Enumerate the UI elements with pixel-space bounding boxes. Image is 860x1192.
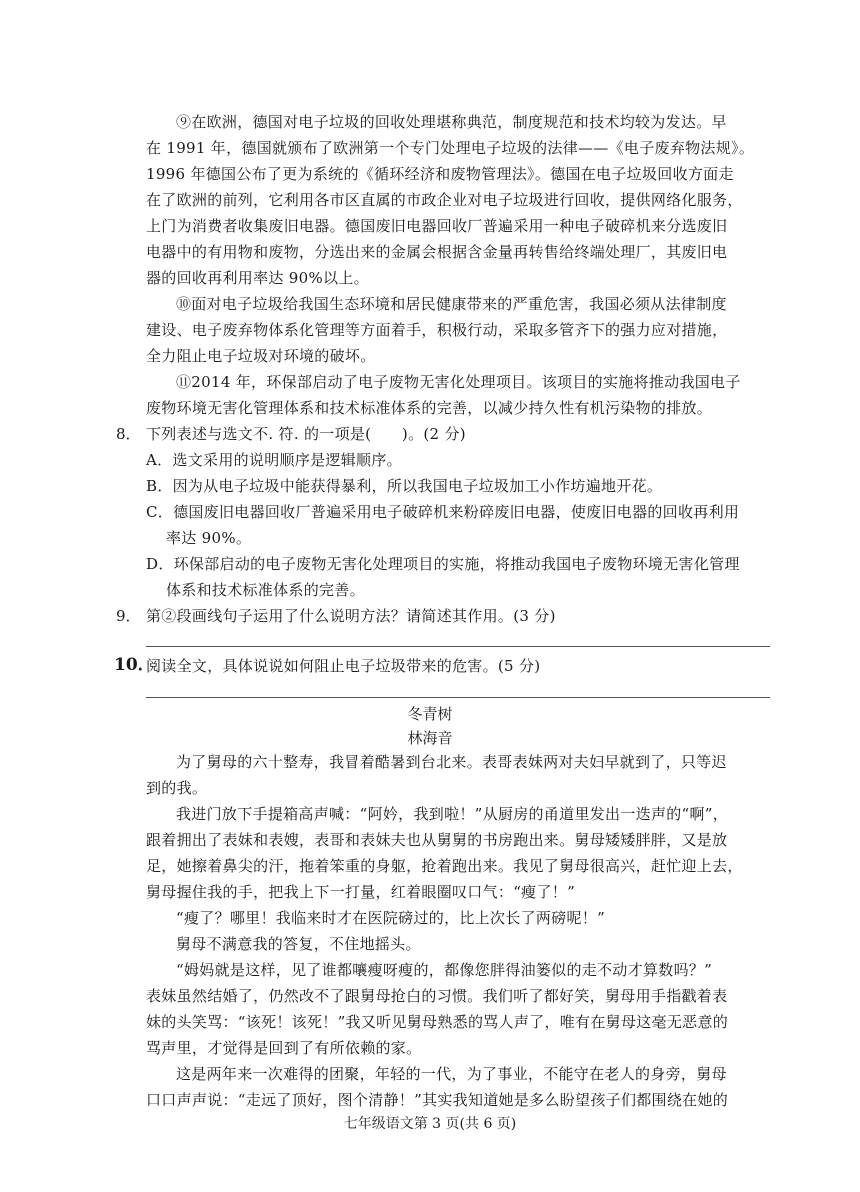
text-line: 跟着拥出了表妹和表嫂，表哥和表妹夫也从舅舅的书房跑出来。舅母矮矮胖胖，又是放 bbox=[146, 831, 728, 849]
text-line: ⑩面对电子垃圾给我国生态环境和居民健康带来的严重危害，我国必须从法律制度 bbox=[176, 295, 727, 313]
text-line: 表妹虽然结婚了，仍然改不了跟舅母抢白的习惯。我们听了都好笑，舅母用手指戳着表 bbox=[146, 987, 728, 1005]
text-line: 我进门放下手提箱高声喊：“阿妗，我到啦！”从厨房的甬道里发出一迭声的“啊”， bbox=[176, 805, 729, 823]
text-line: 到的我。 bbox=[146, 779, 208, 797]
answer-line[interactable] bbox=[146, 646, 770, 647]
question-stem: 第②段画线句子运用了什么说明方法？请简述其作用。(3 分) bbox=[146, 607, 556, 625]
text-line: 上门为消费者收集废旧电器。德国废旧电器回收厂普遍采用一种电子破碎机来分选废旧 bbox=[146, 217, 728, 235]
option-d: D．环保部启动的电子废物无害化处理项目的实施，将推动我国电子废物环境无害化管理 bbox=[146, 555, 740, 573]
text-line: 这是两年来一次难得的团聚，年轻的一代，为了事业，不能守在老人的身旁，舅母 bbox=[176, 1065, 727, 1083]
question-number: 9． bbox=[116, 607, 141, 625]
page-footer: 七年级语文第 3 页(共 6 页) bbox=[343, 1116, 517, 1132]
answer-line[interactable] bbox=[146, 697, 770, 698]
option-d-continued: 体系和技术标准体系的完善。 bbox=[166, 581, 365, 599]
text-line: 1996 年德国公布了更为系统的《循环经济和废物管理法》。德国在电子垃圾回收方面走 bbox=[146, 165, 734, 183]
text-line: 在了欧洲的前列，它利用各市区直属的市政企业对电子垃圾进行回收，提供网络化服务， bbox=[146, 191, 743, 209]
text-line: 电器中的有用物和废物，分选出来的金属会根据含金量再转售给终端处理厂，其废旧电 bbox=[146, 243, 728, 261]
text-line: “瘦了？哪里！我临来时才在医院磅过的，比上次长了两磅呢！” bbox=[176, 909, 606, 927]
text-line: 全力阻止电子垃圾对环境的破坏。 bbox=[146, 347, 376, 365]
text-line: 口口声声说：“走远了顶好，图个清静！”其实我知道她是多么盼望孩子们都围绕在她的 bbox=[146, 1091, 729, 1109]
passage-author: 林海音 bbox=[407, 729, 453, 747]
question-stem: 下列表述与选文不. 符. 的一项是( )。(2 分) bbox=[146, 425, 466, 443]
question-number: 10． bbox=[114, 655, 155, 675]
text-line: 为了舅母的六十整寿，我冒着酷暑到台北来。表哥表妹两对夫妇早就到了，只等迟 bbox=[176, 753, 727, 771]
text-line: 舅母握住我的手，把我上下一打量，红着眼圈叹口气：“瘦了！” bbox=[146, 883, 576, 901]
question-stem: 阅读全文，具体说说如何阻止电子垃圾带来的危害。(5 分) bbox=[146, 657, 541, 675]
option-c: C．德国废旧电器回收厂普遍采用电子破碎机来粉碎废旧电器，使废旧电器的回收再利用 bbox=[146, 503, 740, 521]
option-b: B．因为从电子垃圾中能获得暴利，所以我国电子垃圾加工小作坊遍地开花。 bbox=[146, 477, 663, 495]
passage-title: 冬青树 bbox=[407, 705, 453, 723]
option-c-continued: 率达 90%。 bbox=[166, 529, 252, 547]
text-line: 足，她擦着鼻尖的汗，拖着笨重的身躯，抢着跑出来。我见了舅母很高兴，赶忙迎上去， bbox=[146, 857, 743, 875]
text-line: ⑪2014 年，环保部启动了电子废物无害化处理项目。该项目的实施将推动我国电子 bbox=[176, 373, 741, 391]
text-line: 器的回收再利用率达 90%以上。 bbox=[146, 269, 369, 287]
text-line: 废物环境无害化管理体系和技术标准体系的完善，以减少持久性有机污染物的排放。 bbox=[146, 399, 713, 417]
text-line: 在 1991 年，德国就颁布了欧洲第一个专门处理电子垃圾的法律——《电子废弃物法规》。 bbox=[146, 139, 755, 157]
question-number: 8． bbox=[116, 425, 141, 443]
text-line: 骂声里，才觉得是回到了有所依赖的家。 bbox=[146, 1039, 422, 1057]
text-line: 妹的头笑骂：“该死！该死！”我又听见舅母熟悉的骂人声了，唯有在舅母这毫无恶意的 bbox=[146, 1013, 729, 1031]
text-line: ⑨在欧洲，德国对电子垃圾的回收处理堪称典范，制度规范和技术均较为发达。早 bbox=[176, 113, 727, 131]
text-line: “姆妈就是这样，见了谁都嚷瘦呀瘦的，都像您胖得油篓似的走不动才算数吗？” bbox=[176, 961, 713, 979]
option-a: A．选文采用的说明顺序是逻辑顺序。 bbox=[146, 451, 402, 469]
text-line: 建设、电子废弃物体系化管理等方面着手，积极行动，采取多管齐下的强力应对措施， bbox=[146, 321, 728, 339]
text-line: 舅母不满意我的答复，不住地摇头。 bbox=[176, 935, 421, 953]
